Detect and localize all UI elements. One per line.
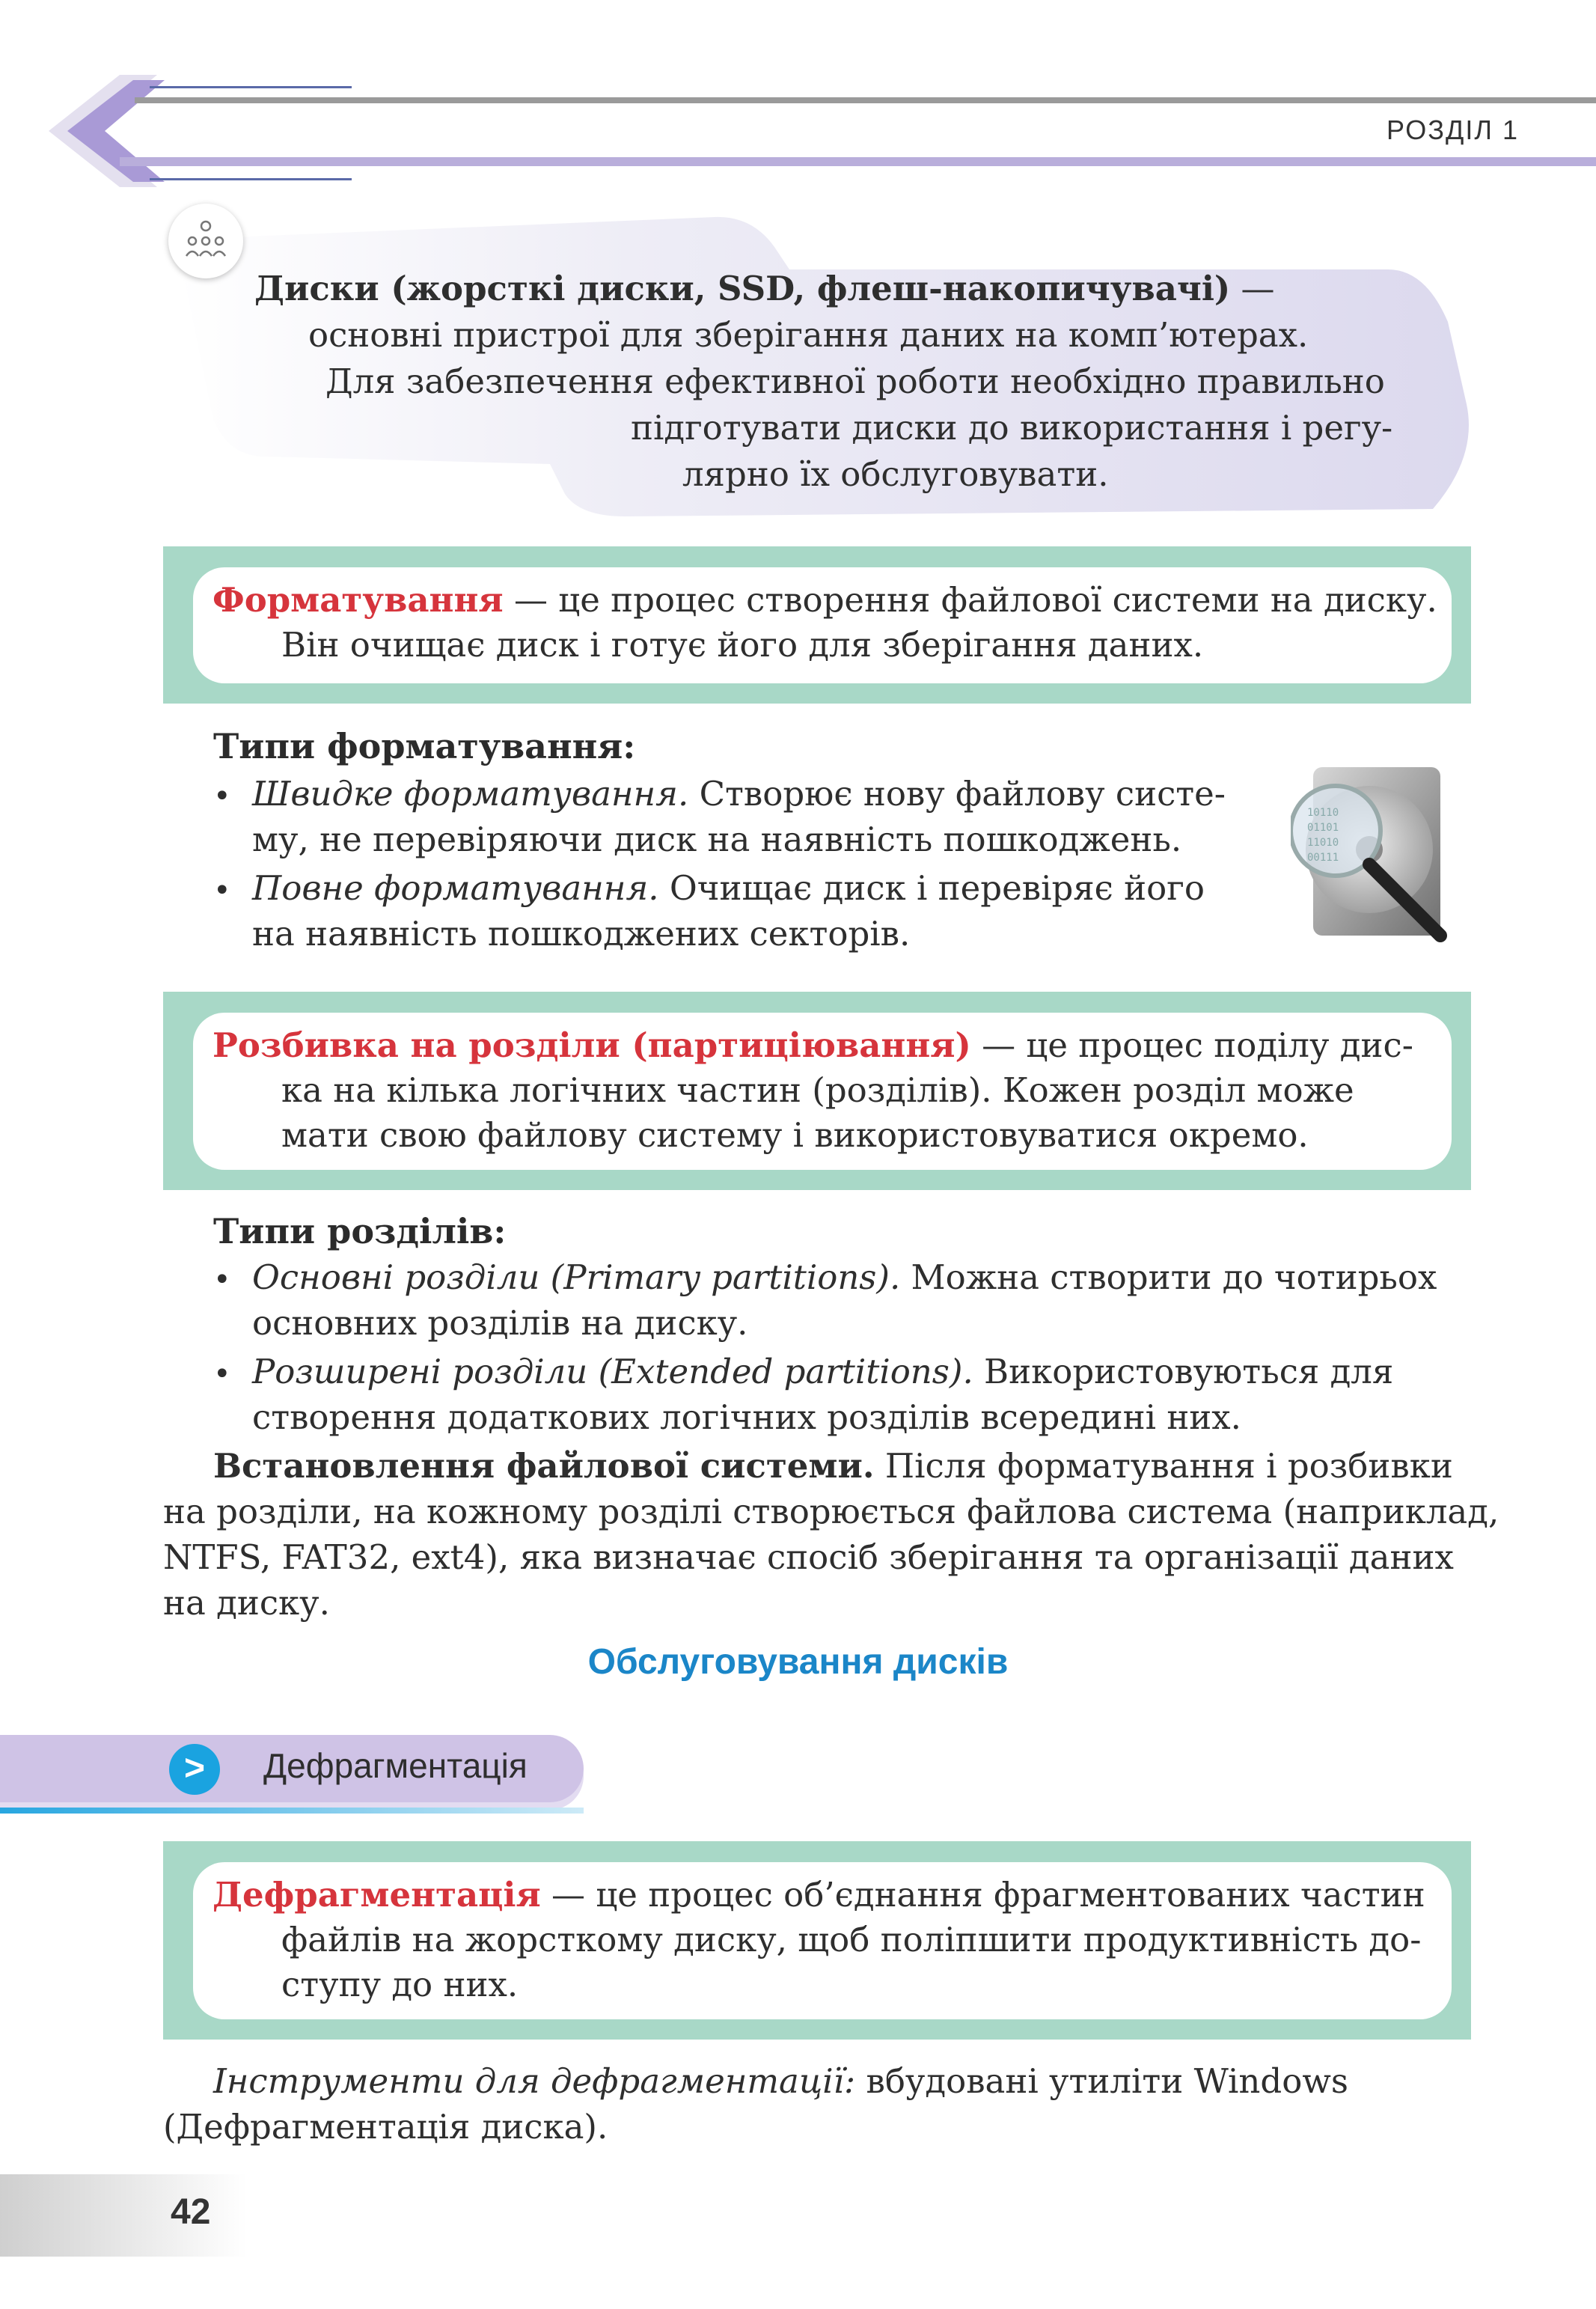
partition-term: Розбивка на розділи (партиціювання) (213, 1025, 971, 1065)
header-rule-bottom (120, 157, 1596, 166)
defrag-definition-box (163, 1841, 1471, 2040)
tools-italic: Інструменти для дефрагментації: (213, 2061, 856, 2101)
formatting-definition-box (163, 546, 1471, 704)
intro-line-3: Для забезпечення ефективної роботи необхідно правильно (325, 362, 1385, 401)
section-title: Обслуговування дисків (587, 1642, 1009, 1682)
defrag-def-line3: ступу до них. (281, 1965, 519, 2004)
partition-types-list (213, 1254, 1437, 1440)
partition-def-line3: мати свою файлову систему і використовуватися окремо. (281, 1115, 1309, 1155)
formatting-types-heading: Типи форматування: (213, 726, 636, 766)
fs-install-paragraph: Встановлення файлової системи. Після форматування і розбивки на розділи, на кожному розділі створюється файлова система (наприклад, NTFS, FAT32, ext4), яка визначає спосіб зберігання та організації даних на диску. (163, 1446, 1499, 1623)
svg-text:00111: 00111 (1307, 852, 1339, 864)
defrag-tab-label: Дефрагментація (263, 1746, 528, 1785)
intro-line-4: підготувати диски до використання і регу- (631, 408, 1393, 448)
intro-paragraph (254, 266, 1444, 498)
bullet: • (213, 1357, 231, 1391)
svg-text:01101: 01101 (1307, 822, 1339, 834)
defrag-definition-text: Дефрагментація — це процес об’єднання фрагментованих частин файлів на жорсткому диску, щоб поліпшити продуктивність до- ступу до них. (213, 1873, 1425, 2007)
header-arrow-decoration (45, 71, 180, 191)
bullet: • (213, 1263, 231, 1297)
formatting-def-line2: Він очищає диск і готує його для зберігання даних. (281, 625, 1204, 665)
svg-text:11010: 11010 (1307, 837, 1339, 849)
formatting-types-list (213, 771, 1226, 957)
tools-paragraph: Інструменти для дефрагментації: вбудовані утиліти Windows (Дефрагментація диска). (163, 2061, 1348, 2147)
chapter-label: РОЗДІЛ 1 (1386, 115, 1519, 145)
formatting-definition-text: Форматування — це процес створення файлової системи на диску. Він очищає диск і готує його для зберігання даних. (213, 578, 1437, 668)
fs-install-bold: Встановлення файлової системи. (213, 1446, 875, 1486)
svg-text:10110: 10110 (1307, 807, 1339, 819)
list-item: • Швидке форматування. Створює нову файлову систе- му, не перевіряючи диск на наявність пошкоджень. (213, 774, 1226, 859)
list-item: • Повне форматування. Очищає диск і перевіряє його на наявність пошкоджених секторів. (213, 868, 1205, 954)
defrag-term: Дефрагментація (213, 1875, 541, 1915)
chevron-right-icon: > (169, 1744, 220, 1795)
hard-disk-magnifier-icon (1291, 763, 1455, 951)
partition-types-heading: Типи розділів: (213, 1211, 507, 1251)
people-group-icon (182, 219, 230, 263)
page-number: 42 (171, 2192, 211, 2232)
header-rule-top (135, 97, 1596, 103)
intro-line-2: основні пристрої для зберігання даних на комп’ютерах. (308, 315, 1309, 355)
partition-definition-box (163, 992, 1471, 1190)
list-item: • Розширені розділи (Extended partitions). Використовуються для створення додаткових логічних розділів всередині них. (213, 1352, 1394, 1437)
intro-bold-lead: Диски (жорсткі диски, SSD, флеш-накопичувачі) (254, 269, 1231, 308)
header-thin-rule (150, 86, 352, 88)
bullet: • (213, 779, 231, 814)
formatting-term: Форматування (213, 580, 504, 620)
partition-def-line2: ка на кілька логічних частин (розділів). Кожен розділ може (281, 1070, 1354, 1110)
defrag-def-line2: файлів на жорсткому диску, щоб поліпшити продуктивність до- (281, 1920, 1422, 1959)
intro-line-1: Диски (жорсткі диски, SSD, флеш-накопичувачі) — (254, 269, 1275, 308)
bullet: • (213, 873, 231, 908)
partition-definition-text: Розбивка на розділи (партиціювання) — це процес поділу дис- ка на кілька логічних частин (розділів). Кожен розділ може мати свою файлову систему і використовуватися окремо. (213, 1023, 1413, 1158)
header-thin-rule-2 (150, 178, 352, 180)
list-item: • Основні розділи (Primary partitions). Можна створити до чотирьох основних розділів на диску. (213, 1257, 1437, 1343)
intro-line-5: лярно їх обслуговувати. (682, 454, 1109, 494)
defrag-tab-underline (0, 1808, 584, 1814)
